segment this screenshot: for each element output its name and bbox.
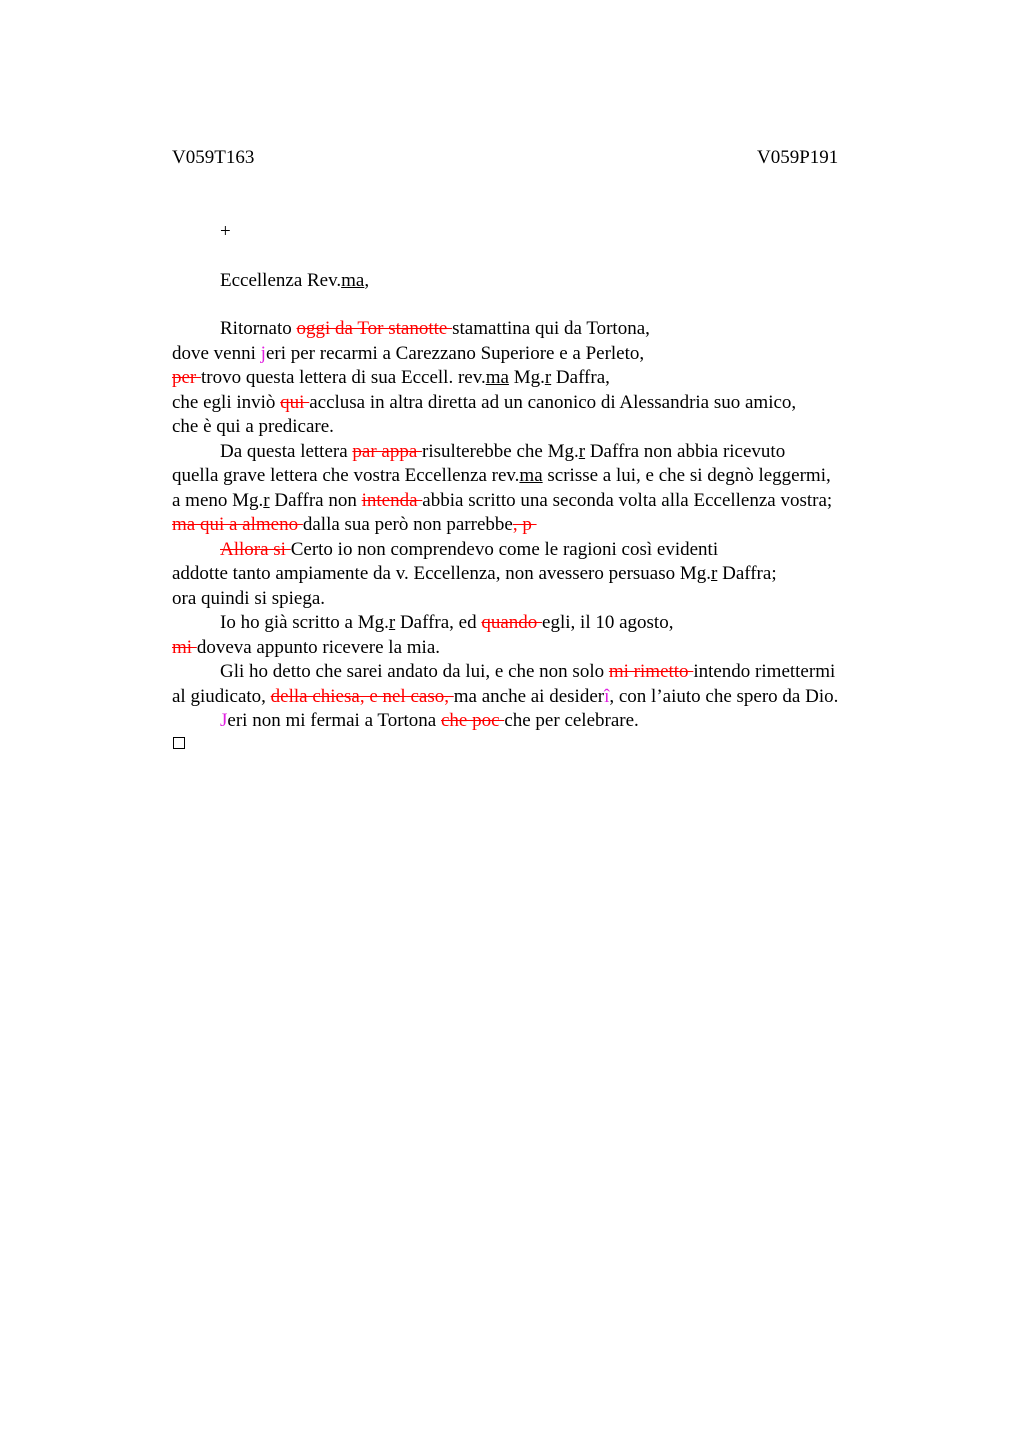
salutation bbox=[220, 269, 369, 294]
text-run: abbia scritto una seconda volta alla Eccellenza vostra; bbox=[422, 490, 833, 511]
end-of-document-box-icon bbox=[173, 737, 185, 749]
deleted-text: della chiesa, e nel caso, bbox=[270, 686, 454, 707]
text-run: che è qui a predicare. bbox=[172, 416, 334, 437]
text-run: egli, il 10 agosto, bbox=[542, 612, 674, 633]
superscript-abbrev: ma bbox=[341, 270, 365, 291]
deleted-text: per bbox=[172, 367, 202, 388]
text-run: risulterebbe che Mg. bbox=[422, 441, 579, 462]
text-run: Daffra non bbox=[269, 490, 362, 511]
inserted-text: j bbox=[260, 343, 266, 364]
document-code-right: V059P191 bbox=[757, 147, 839, 168]
text-run: acclusa in altra diretta ad un canonico di Alessandria suo amico, bbox=[309, 392, 797, 413]
text-run: ora quindi si spiega. bbox=[172, 588, 326, 609]
text-run: Daffra, ed bbox=[395, 612, 482, 633]
deleted-text: oggi da Tor stanotte bbox=[296, 318, 453, 339]
superscript-abbrev: ma bbox=[485, 367, 509, 388]
text-line bbox=[172, 391, 796, 416]
inserted-text: î bbox=[604, 686, 610, 707]
superscript-abbrev: ma bbox=[519, 465, 543, 486]
salutation-text: Eccellenza Rev. bbox=[220, 270, 342, 291]
superscript-abbrev: r bbox=[711, 563, 718, 584]
inserted-text: J bbox=[220, 710, 228, 731]
text-run: Mg. bbox=[508, 367, 545, 388]
text-line bbox=[172, 562, 777, 587]
text-line bbox=[172, 489, 832, 514]
text-run: addotte tanto ampiamente da v. Eccellenza, non avessero persuaso Mg. bbox=[172, 563, 712, 584]
text-run: che egli inviò bbox=[172, 392, 281, 413]
text-line bbox=[220, 317, 650, 342]
salutation-comma: , bbox=[364, 270, 370, 291]
deleted-text: qui bbox=[280, 392, 310, 413]
text-run: dalla sua però non parrebbe bbox=[302, 514, 513, 535]
text-run: trovo questa lettera di sua Eccell. rev. bbox=[201, 367, 486, 388]
deleted-text: che poc bbox=[441, 710, 505, 731]
text-line bbox=[172, 366, 610, 391]
text-run: scrisse a lui, e che si degnò leggermi, bbox=[542, 465, 831, 486]
text-line bbox=[220, 660, 835, 685]
text-run: a meno Mg. bbox=[172, 490, 264, 511]
text-run: Daffra, bbox=[551, 367, 610, 388]
text-line bbox=[220, 611, 673, 636]
text-line bbox=[220, 709, 639, 734]
text-line bbox=[172, 415, 334, 440]
text-run: doveva appunto ricevere la mia. bbox=[196, 637, 441, 658]
document-code-left: V059T163 bbox=[172, 147, 255, 168]
text-line bbox=[172, 464, 831, 489]
text-run: Gli ho detto che sarei andato da lui, e che non solo bbox=[220, 661, 609, 682]
superscript-abbrev: r bbox=[263, 490, 270, 511]
text-run: Certo io non comprendevo come le ragioni così evidenti bbox=[290, 539, 719, 560]
text-run: , con l’aiuto che spero da Dio. bbox=[609, 686, 839, 707]
text-run: Ritornato bbox=[220, 318, 297, 339]
text-run: eri per recarmi a Carezzano Superiore e a Perleto, bbox=[265, 343, 645, 364]
text-line bbox=[220, 440, 785, 465]
text-run: Io ho già scritto a Mg. bbox=[220, 612, 389, 633]
deleted-text: par appa bbox=[352, 441, 423, 462]
deleted-text: intenda bbox=[361, 490, 423, 511]
text-run: che per celebrare. bbox=[504, 710, 639, 731]
text-run: intendo rimettermi bbox=[693, 661, 836, 682]
text-run: al giudicato, bbox=[172, 686, 271, 707]
deleted-text: ma qui a almeno bbox=[172, 514, 303, 535]
text-line bbox=[172, 587, 325, 612]
text-line bbox=[172, 636, 440, 661]
superscript-abbrev: r bbox=[388, 612, 396, 633]
text-run: Da questa lettera bbox=[220, 441, 353, 462]
text-run: stamattina qui da Tortona, bbox=[452, 318, 650, 339]
deleted-text: Allora si bbox=[220, 539, 291, 560]
text-run: ma anche ai desider bbox=[453, 686, 605, 707]
cross-mark: + bbox=[220, 221, 231, 242]
deleted-text: quando bbox=[481, 612, 543, 633]
text-line bbox=[220, 538, 718, 563]
deleted-text: , p bbox=[512, 514, 537, 535]
text-run: dove venni bbox=[172, 343, 261, 364]
text-run: eri non mi fermai a Tortona bbox=[227, 710, 441, 731]
superscript-abbrev: r bbox=[578, 441, 586, 462]
text-run: quella grave lettera che vostra Eccellenza rev. bbox=[172, 465, 520, 486]
text-line bbox=[172, 685, 838, 710]
text-line bbox=[172, 513, 537, 538]
text-run: Daffra; bbox=[717, 563, 777, 584]
text-run: Daffra non abbia ricevuto bbox=[585, 441, 786, 462]
deleted-text: mi rimetto bbox=[608, 661, 694, 682]
deleted-text: mi bbox=[172, 637, 197, 658]
superscript-abbrev: r bbox=[544, 367, 552, 388]
text-line bbox=[172, 342, 644, 367]
